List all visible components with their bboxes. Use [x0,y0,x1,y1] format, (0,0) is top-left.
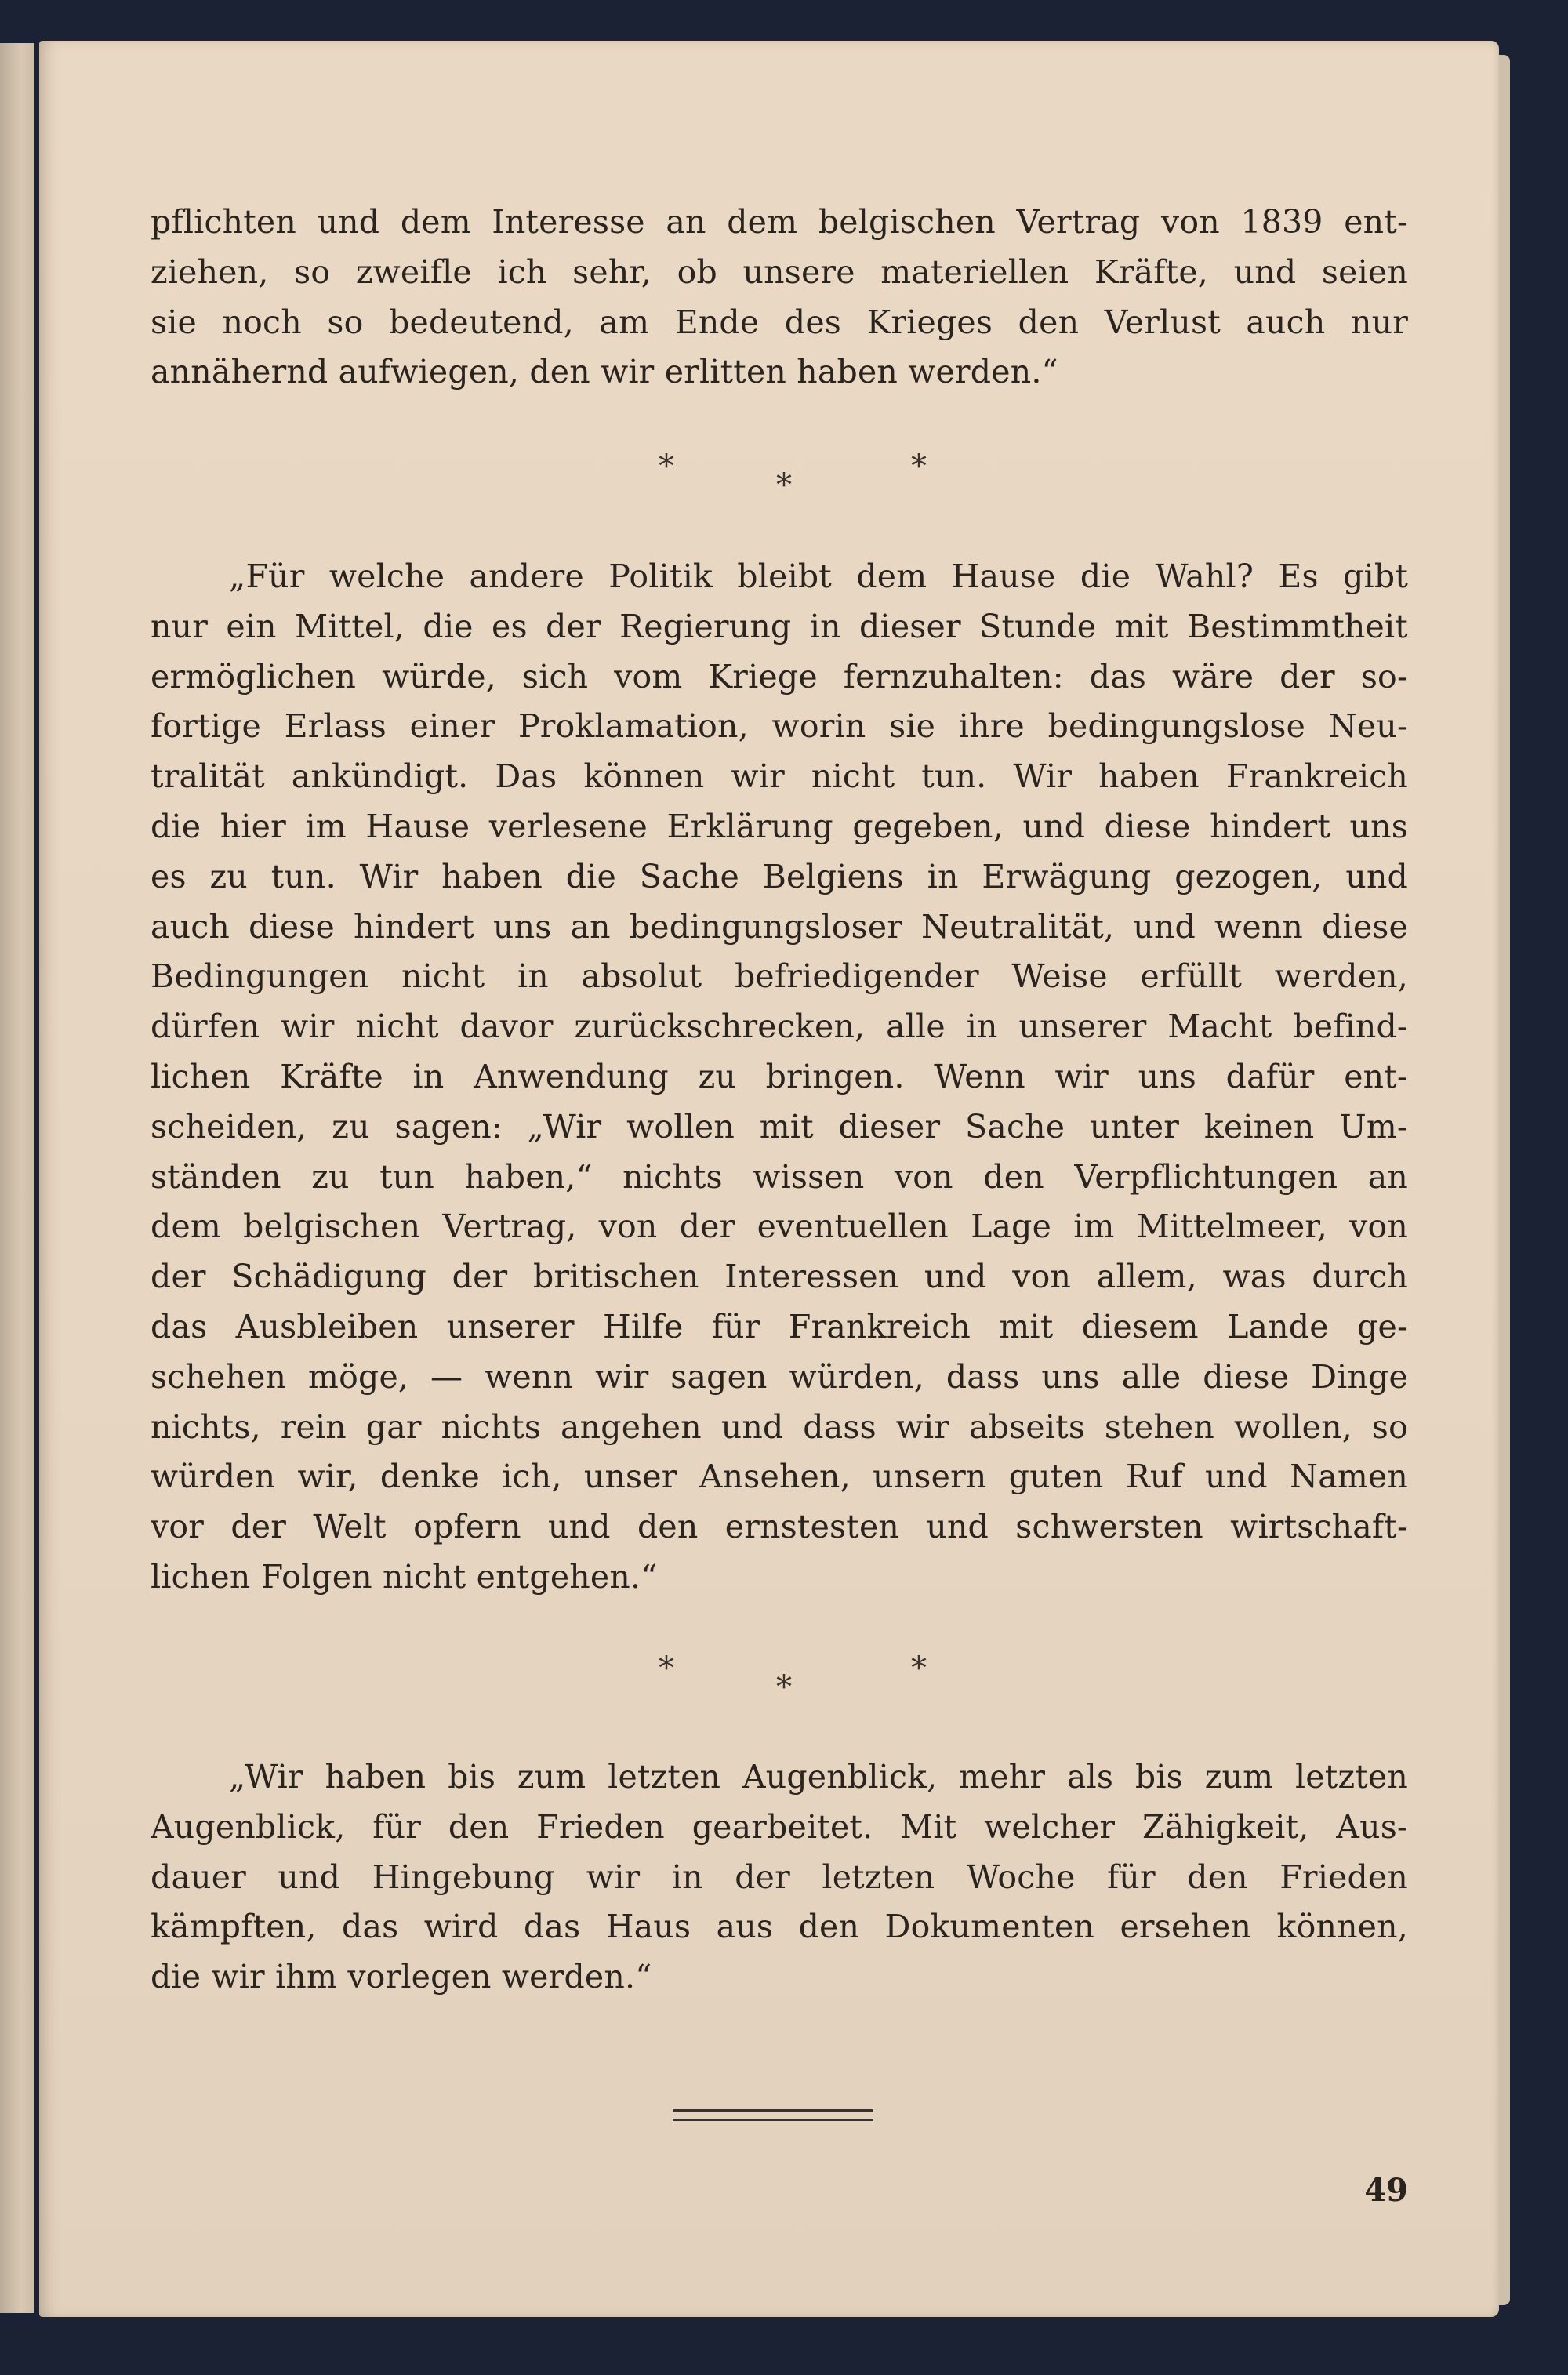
text-line: ständen zu tun haben,“ nichts wissen von den Verpflichtungen an [151,1157,1408,1196]
text-line: die wir ihm vorlegen werden.“ [151,1958,652,1996]
text-line: fortige Erlass einer Proklamation, worin sie ihre bedingungslose Neu- [151,707,1408,746]
text-line: „Wir haben bis zum letzten Augenblick, mehr als bis zum letzten [229,1758,1408,1796]
text-line: ermöglichen würde, sich vom Kriege fernzuhalten: das wäre der so- [151,657,1408,695]
paragraph-1 [151,198,1408,398]
text-line: schehen möge, — wenn wir sagen würden, dass uns alle diese Dinge [151,1357,1408,1396]
asterisk: * [659,1651,674,1687]
section-separator-2 [659,1651,972,1713]
text-line: annähernd aufwiegen, den wir erlitten haben werden.“ [151,353,1058,391]
asterisk: * [911,1651,927,1687]
asterisk: * [776,1669,792,1705]
text-line: ziehen, so zweifle ich sehr, ob unsere materiellen Kräfte, und seien [151,252,1408,291]
text-line: das Ausbleiben unserer Hilfe für Frankreich mit diesem Lande ge- [151,1307,1408,1345]
text-line: scheiden, zu sagen: „Wir wollen mit dieser Sache unter keinen Um- [151,1107,1408,1146]
text-line: „Für welche andere Politik bleibt dem Hause die Wahl? Es gibt [229,557,1408,595]
text-line: pflichten und dem Interesse an dem belgischen Vertrag von 1839 ent- [151,203,1408,241]
text-line: würden wir, denke ich, unser Ansehen, unsern guten Ruf und Namen [151,1458,1408,1496]
text-line: lichen Folgen nicht entgehen.“ [151,1557,658,1596]
text-line: auch diese hindert uns an bedingungsloser Neutralität, und wenn diese [151,907,1408,946]
text-line: Augenblick, für den Frieden gearbeitet. Mit welcher Zähigkeit, Aus- [151,1807,1408,1846]
section-separator-1 [659,448,972,511]
text-line: es zu tun. Wir haben die Sache Belgiens in Erwägung gezogen, und [151,857,1408,895]
text-line: der Schädigung der britischen Interessen und von allem, was durch [151,1258,1408,1296]
text-line: dem belgischen Vertrag, von der eventuellen Lage im Mittelmeer, von [151,1207,1408,1246]
adjacent-page-edge [0,43,34,2313]
text-line: die hier im Hause verlesene Erklärung gegeben, und diese hindert uns [151,807,1408,845]
text-line: tralität ankündigt. Das können wir nicht tun. Wir haben Frankreich [151,757,1408,796]
text-line: Bedingungen nicht in absolut befriedigender Weise erfüllt werden, [151,957,1408,996]
book-page [39,41,1499,2317]
page-number: 49 [1364,2172,1408,2209]
end-rule-top [673,2109,873,2112]
asterisk: * [776,467,792,503]
asterisk: * [659,448,674,485]
paragraph-3 [151,1752,1408,2003]
end-rule-bottom [673,2119,873,2121]
text-line: dürfen wir nicht davor zurückschrecken, alle in unserer Macht befind- [151,1008,1408,1046]
text-line: dauer und Hingebung wir in der letzten Woche für den Frieden [151,1858,1408,1896]
text-line: nur ein Mittel, die es der Regierung in dieser Stunde mit Bestimmtheit [151,607,1408,645]
text-line: vor der Welt opfern und den ernstesten und schwersten wirtschaft- [151,1508,1408,1546]
text-line: lichen Kräfte in Anwendung zu bringen. Wenn wir uns dafür ent- [151,1057,1408,1095]
text-line: kämpften, das wird das Haus aus den Dokumenten ersehen können, [151,1908,1408,1946]
text-line: sie noch so bedeutend, am Ende des Krieges den Verlust auch nur [151,303,1408,341]
text-line: nichts, rein gar nichts angehen und dass wir abseits stehen wollen, so [151,1407,1408,1446]
asterisk: * [911,448,927,485]
paragraph-2 [151,552,1408,1603]
